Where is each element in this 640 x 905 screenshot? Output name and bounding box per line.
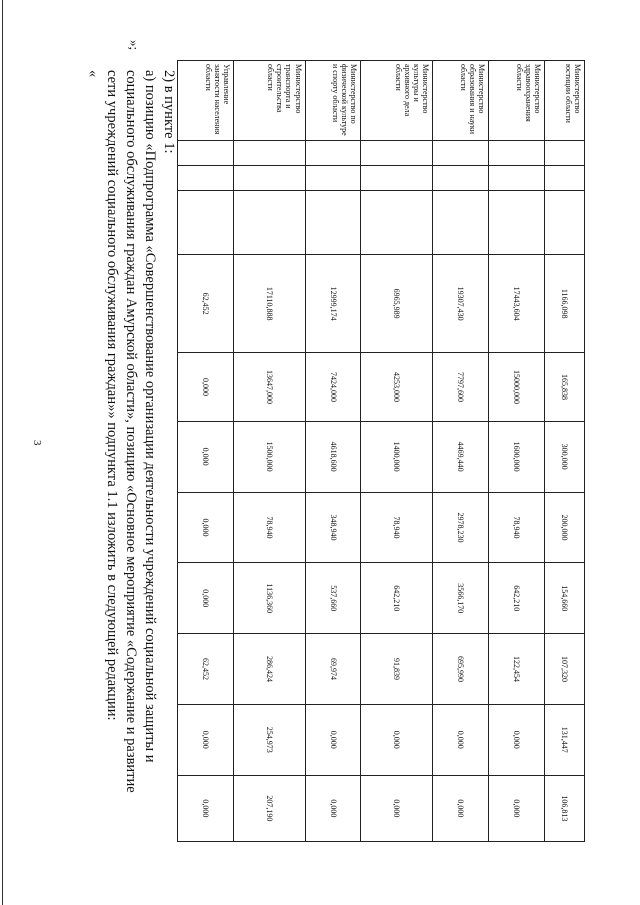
table-cell: 78,940 — [233, 492, 305, 563]
table-cell: 4253,000 — [361, 353, 433, 422]
table-cell: 2978,230 — [433, 492, 489, 563]
table-cell: 78,940 — [361, 492, 433, 563]
table-row — [361, 61, 433, 842]
table-cell: 1500,000 — [233, 421, 305, 492]
table-cell: 7424,000 — [305, 353, 361, 422]
table-cell: 4618,600 — [305, 421, 361, 492]
row-label: Министерство культуры и архивного дела области — [361, 61, 433, 141]
paragraph-line: сети учреждений социального обслуживания граждан»» подпункта 1.1 изложить в следующей редакции: — [104, 70, 120, 721]
table-cell: 1136,360 — [233, 563, 305, 634]
page-edge-line — [2, 0, 3, 905]
table-cell: 0,000 — [361, 704, 433, 775]
table-cell — [433, 191, 489, 255]
table-cell: 62,452 — [178, 634, 234, 705]
table-cell: 207,190 — [233, 775, 305, 841]
table-cell — [433, 166, 489, 191]
amendment-text — [83, 70, 178, 890]
table-row — [305, 61, 361, 842]
table-cell — [361, 191, 433, 255]
table-cell — [305, 166, 361, 191]
table-cell: 537,660 — [305, 563, 361, 634]
table-cell: 286,424 — [233, 634, 305, 705]
table-row — [233, 61, 305, 842]
table-cell: 300,000 — [544, 421, 584, 492]
row-label: Министерство по физической культуре и спорту области — [305, 61, 361, 141]
table-cell: 0,000 — [489, 775, 545, 841]
table-cell — [178, 191, 234, 255]
table-cell: 17443,604 — [489, 255, 545, 353]
table-cell: 0,000 — [361, 775, 433, 841]
table-cell: 1400,000 — [361, 421, 433, 492]
table-cell: 19307,430 — [433, 255, 489, 353]
table-cell: 122,454 — [489, 634, 545, 705]
page-number: 3 — [31, 440, 43, 446]
table-cell — [489, 166, 545, 191]
table-cell: 348,940 — [305, 492, 361, 563]
table-cell: 0,000 — [178, 421, 234, 492]
table-cell: 13647,000 — [233, 353, 305, 422]
table-cell: 0,000 — [489, 704, 545, 775]
row-label: Министерство транспорта и строительства области — [233, 61, 305, 141]
table-cell — [178, 166, 234, 191]
table-cell: 1166,098 — [544, 255, 584, 353]
table-cell: 1600,000 — [489, 421, 545, 492]
paragraph-line: « — [85, 70, 101, 78]
table-cell: 62,452 — [178, 255, 234, 353]
row-label: Министерство образования и науки области — [433, 61, 489, 141]
table-row — [489, 61, 545, 842]
paragraph-line: 2) в пункте 1: — [161, 70, 177, 154]
table-cell — [489, 191, 545, 255]
table-row — [544, 61, 584, 842]
table-cell: 0,000 — [178, 775, 234, 841]
table-cell — [433, 140, 489, 165]
table-cell — [233, 191, 305, 255]
table-cell: 0,000 — [178, 563, 234, 634]
table-cell — [489, 140, 545, 165]
table-cell: 0,000 — [178, 492, 234, 563]
table-cell: 0,000 — [178, 353, 234, 422]
table-cell: 254,973 — [233, 704, 305, 775]
table-cell: 0,000 — [178, 704, 234, 775]
budget-table — [177, 60, 585, 842]
table-cell: 69,974 — [305, 634, 361, 705]
table-cell: 0,000 — [305, 775, 361, 841]
closing-mark: »; — [127, 40, 142, 51]
table-cell — [305, 140, 361, 165]
table-cell: 0,000 — [305, 704, 361, 775]
table-cell: 91,839 — [361, 634, 433, 705]
table-cell: 642,210 — [361, 563, 433, 634]
row-label: Министерство здравоохранения области — [489, 61, 545, 141]
table-row — [433, 61, 489, 842]
table-cell: 78,940 — [489, 492, 545, 563]
table-cell: 642,210 — [489, 563, 545, 634]
table-cell — [544, 166, 584, 191]
table-cell: 0,000 — [433, 775, 489, 841]
row-label: Министерство юстиции области — [544, 61, 584, 141]
table-cell — [233, 166, 305, 191]
table-cell: 12999,174 — [305, 255, 361, 353]
table-row — [178, 61, 234, 842]
table-cell — [361, 166, 433, 191]
table-cell: 106,813 — [544, 775, 584, 841]
table-cell — [544, 191, 584, 255]
table-cell: 200,000 — [544, 492, 584, 563]
table-cell: 7797,600 — [433, 353, 489, 422]
table-cell: 695,990 — [433, 634, 489, 705]
table-cell — [544, 140, 584, 165]
table-cell: 3566,170 — [433, 563, 489, 634]
table-cell: 0,000 — [433, 704, 489, 775]
table-cell: 6965,989 — [361, 255, 433, 353]
table-cell — [178, 140, 234, 165]
table-cell: 17110,888 — [233, 255, 305, 353]
table-cell — [233, 140, 305, 165]
table-cell: 107,320 — [544, 634, 584, 705]
row-label: Управление занятости населения области — [178, 61, 234, 141]
table-cell: 165,838 — [544, 353, 584, 422]
paragraph-line: социального обслуживания граждан Амурской области», позицию «Основное мероприятие «Содержание и развитие — [123, 70, 139, 793]
table-cell: 15000,000 — [489, 353, 545, 422]
table-cell: 154,660 — [544, 563, 584, 634]
table-cell: 4469,440 — [433, 421, 489, 492]
table-cell: 131,447 — [544, 704, 584, 775]
table-cell — [305, 191, 361, 255]
table-cell — [361, 140, 433, 165]
paragraph-line: а) позицию «Подпрограмма «Совершенствование организации деятельности учреждений социальной защиты и — [142, 70, 158, 763]
